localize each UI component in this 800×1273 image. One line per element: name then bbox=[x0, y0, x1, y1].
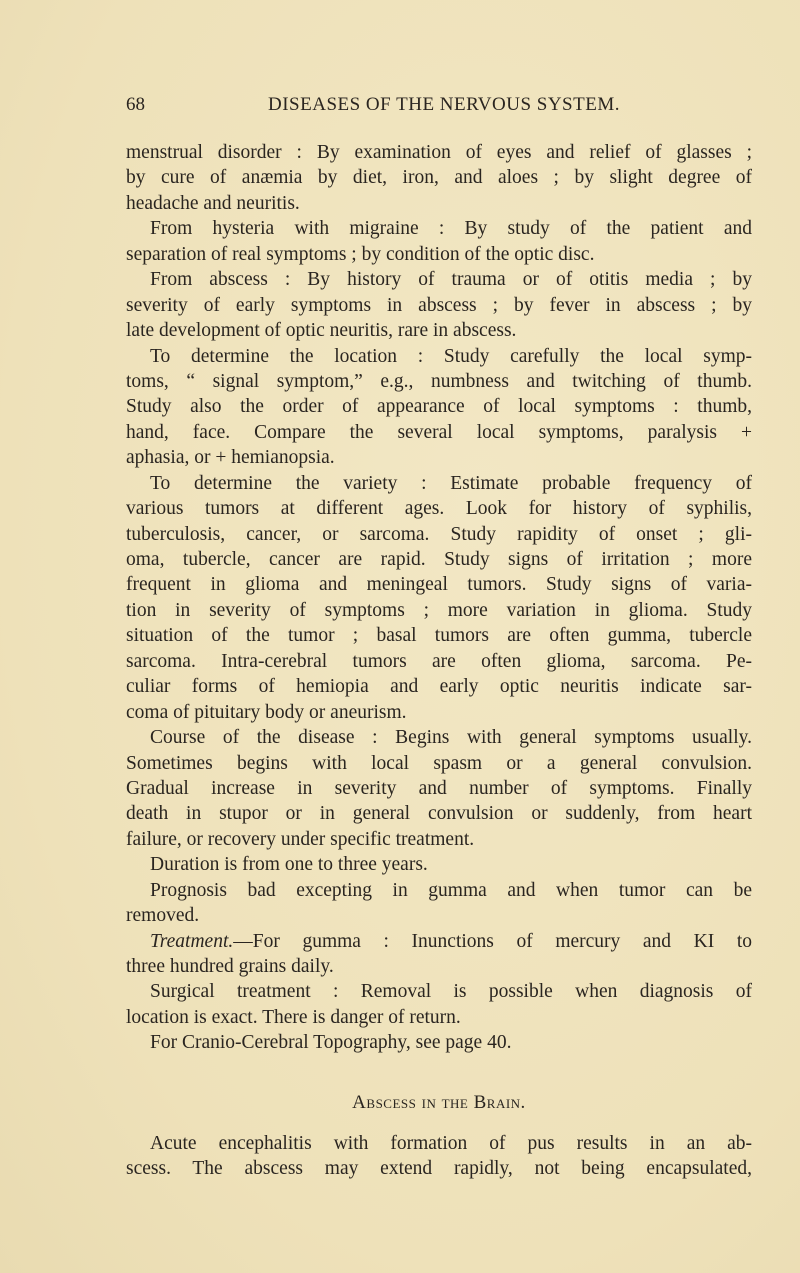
text-line: Course of the disease : Begins with general symptoms usually. bbox=[150, 727, 752, 749]
paragraph bbox=[126, 267, 752, 343]
text-line: removed. bbox=[126, 905, 200, 927]
text-line: Duration is from one to three years. bbox=[150, 854, 428, 876]
text-line: From abscess : By history of trauma or of otitis media ; by bbox=[150, 269, 752, 291]
text-line: failure, or recovery under specific treatment. bbox=[126, 828, 475, 850]
paragraph bbox=[126, 725, 752, 852]
paragraphs-after bbox=[126, 979, 752, 1055]
section-heading: Abscess in the Brain. bbox=[352, 1091, 526, 1113]
paragraph bbox=[126, 1030, 752, 1055]
paragraph bbox=[126, 471, 752, 725]
text-line: headache and neuritis. bbox=[126, 192, 300, 214]
text-line: hand, face. Compare the several local symptoms, paralysis + bbox=[126, 421, 752, 443]
section-paragraph bbox=[126, 1131, 752, 1182]
text-line bbox=[126, 929, 752, 954]
running-head bbox=[126, 94, 752, 118]
text-line: late development of optic neuritis, rare in abscess. bbox=[126, 320, 517, 342]
text-line: coma of pituitary body or aneurism. bbox=[126, 701, 407, 723]
text-line: three hundred grains daily. bbox=[126, 956, 334, 977]
text-line: From hysteria with migraine : By study of the patient and bbox=[150, 218, 752, 240]
text-line: Gradual increase in severity and number of symptoms. Finally bbox=[126, 777, 752, 799]
text-line: For Cranio-Cerebral Topography, see page 40. bbox=[150, 1032, 512, 1054]
running-title: DISEASES OF THE NERVOUS SYSTEM. bbox=[268, 94, 620, 115]
paragraphs-before bbox=[126, 140, 752, 929]
text-line: Study also the order of appearance of local symptoms : thumb, bbox=[126, 396, 752, 418]
page-number: 68 bbox=[126, 94, 145, 115]
paragraph bbox=[126, 344, 752, 471]
text-line: tion in severity of symptoms ; more variation in glioma. Study bbox=[126, 599, 752, 621]
text-line: frequent in glioma and meningeal tumors. Study signs of varia- bbox=[126, 574, 752, 596]
paragraph bbox=[126, 852, 752, 877]
text-line: oma, tubercle, cancer are rapid. Study signs of irritation ; more bbox=[126, 549, 752, 570]
page-body bbox=[126, 140, 752, 1182]
text-line: tuberculosis, cancer, or sarcoma. Study rapidity of onset ; gli- bbox=[126, 523, 752, 545]
text-line: death in stupor or in general convulsion or suddenly, from heart bbox=[126, 803, 752, 825]
treatment-paragraph bbox=[126, 929, 752, 980]
text-line: location is exact. There is danger of return. bbox=[126, 1006, 461, 1028]
paragraph bbox=[126, 878, 752, 929]
text-line: severity of early symptoms in abscess ; by fever in abscess ; by bbox=[126, 294, 752, 316]
text-line: sarcoma. Intra-cerebral tumors are often glioma, sarcoma. Pe- bbox=[126, 650, 752, 672]
text-line: Prognosis bad excepting in gumma and when tumor can be bbox=[150, 879, 752, 901]
text-line: menstrual disorder : By examination of eyes and relief of glasses ; bbox=[126, 142, 752, 163]
paragraph bbox=[126, 216, 752, 267]
treatment-label: Treatment. bbox=[150, 930, 234, 952]
text-line: culiar forms of hemiopia and early optic neuritis indicate sar- bbox=[126, 676, 752, 698]
paragraph bbox=[126, 140, 752, 216]
text-line: by cure of anæmia by diet, iron, and aloes ; by slight degree of bbox=[126, 167, 752, 189]
treatment-text: —For gumma : Inunctions of mercury and KI to bbox=[233, 930, 752, 952]
text-line: Sometimes begins with local spasm or a general convulsion. bbox=[126, 752, 752, 774]
text-line: toms, “ signal symptom,” e.g., numbness and twitching of thumb. bbox=[126, 370, 752, 392]
text-line: aphasia, or + hemianopsia. bbox=[126, 447, 335, 469]
paragraph bbox=[126, 979, 752, 1030]
text-line: To determine the location : Study carefully the local symp- bbox=[150, 345, 752, 367]
text-line: To determine the variety : Estimate probable frequency of bbox=[150, 472, 752, 494]
text-line: Acute encephalitis with formation of pus results in an ab- bbox=[150, 1132, 752, 1154]
text-line: situation of the tumor ; basal tumors are often gumma, tubercle bbox=[126, 625, 752, 647]
text-line: scess. The abscess may extend rapidly, not being encapsulated, bbox=[126, 1158, 752, 1180]
text-line: Surgical treatment : Removal is possible when diagnosis of bbox=[150, 981, 752, 1003]
text-line: separation of real symptoms ; by condition of the optic disc. bbox=[126, 243, 595, 265]
text-line: various tumors at different ages. Look for history of syphilis, bbox=[126, 498, 752, 520]
